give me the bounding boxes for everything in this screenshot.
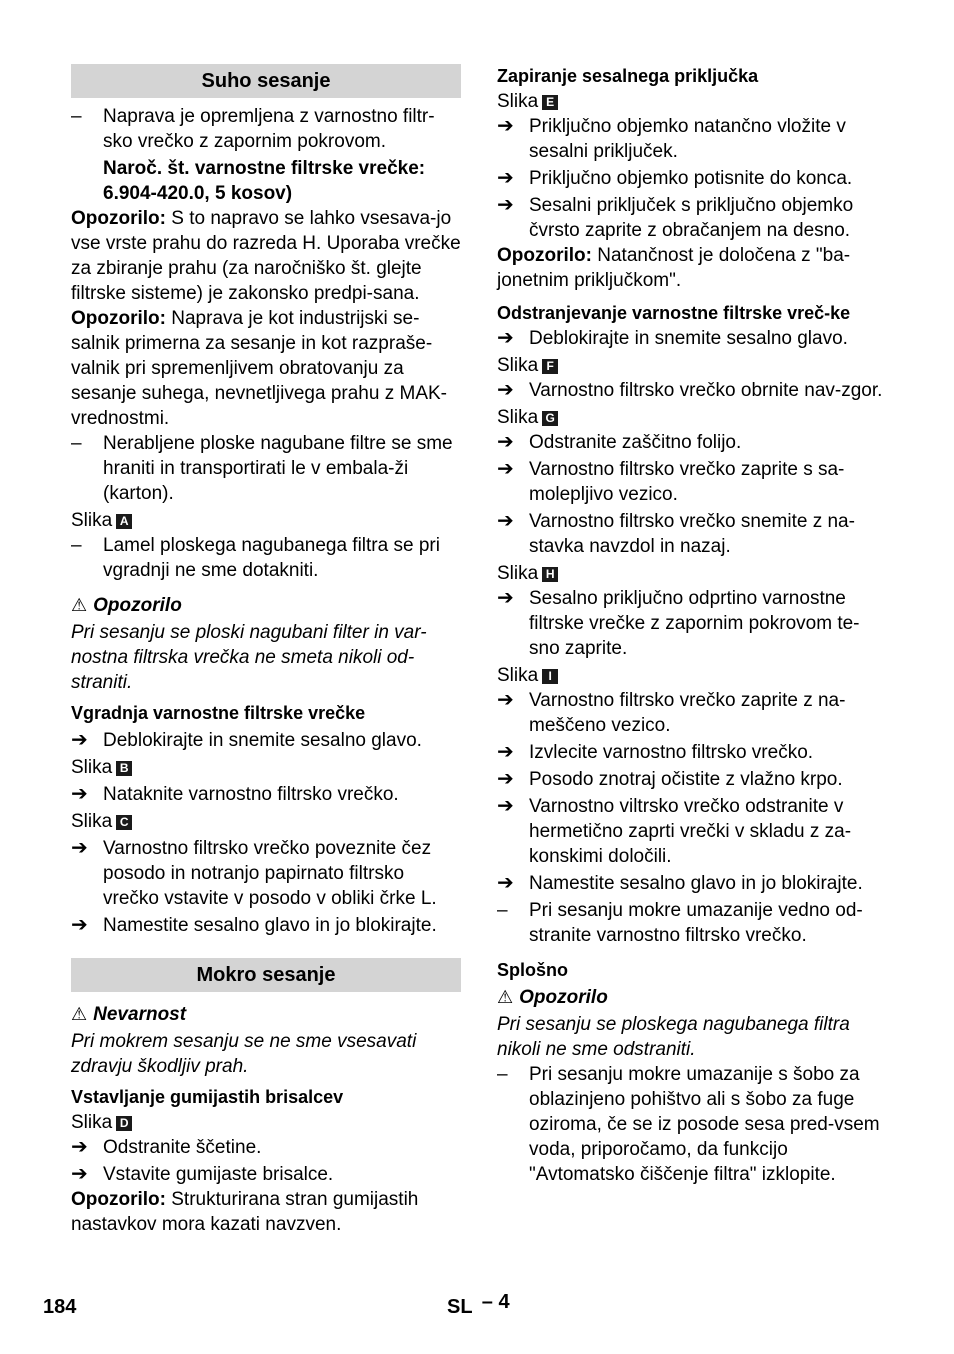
dash-icon: – xyxy=(497,1064,508,1085)
step-item: ➔ Varnostno filtrsko vrečko zaprite z na-meščeno vezico. xyxy=(497,689,846,736)
figure-badge: A xyxy=(116,514,132,529)
step-item: ➔ Priključno objemko potisnite do konca. xyxy=(497,167,853,189)
figure-badge: H xyxy=(542,567,558,582)
figure-reference: Slika H xyxy=(497,561,887,586)
note-paragraph: Opozorilo: S to napravo se lahko vsesava-jo vse vrste prahu do razreda H. Uporaba vrečke za zbiranje prahu (za naročniško št. glejte filtrske sisteme) je zakonsko predpi-sana. xyxy=(71,208,461,304)
danger-text: Pri mokrem sesanju se ne sme vsesavati zdravju škodljiv prah. xyxy=(71,1031,417,1077)
list-item: – Nerabljene ploske nagubane filtre se sme hraniti in transportirati le v embala-ži (karton). xyxy=(71,433,453,504)
figure-reference: Slika C xyxy=(71,809,461,834)
arrow-icon: ➔ xyxy=(497,872,514,894)
list-item: – Pri sesanju mokre umazanije vedno od-stranite varnostno filtrsko vrečko. xyxy=(497,900,863,946)
note-paragraph: Opozorilo: Naprava je kot industrijski se-salnik primerna za sesanje in kot razpraše-valnik pri spremenljivem obratovanju za sesanje suhega, nevnetljivega prahu z MAK-vrednostmi. xyxy=(71,308,448,429)
figure-reference: Slika F xyxy=(497,353,887,378)
warning-icon: ⚠ xyxy=(71,1004,88,1024)
danger-heading: ⚠ Nevarnost xyxy=(71,1004,187,1025)
dash-icon: – xyxy=(71,433,82,454)
subheading-general: Splošno xyxy=(497,960,568,980)
right-column xyxy=(497,64,887,1187)
note-paragraph: Opozorilo: Strukturirana stran gumijastih nastavkov mora kazati navzven. xyxy=(71,1189,419,1235)
arrow-icon: ➔ xyxy=(497,327,514,349)
list-item: – Lamel ploskega nagubanega filtra se pri vgradnji ne sme dotakniti. xyxy=(71,535,440,581)
arrow-icon: ➔ xyxy=(71,1136,88,1158)
step-item: ➔ Odstranite zaščitno folijo. xyxy=(497,431,742,453)
arrow-icon: ➔ xyxy=(497,510,514,532)
figure-badge: B xyxy=(116,761,132,776)
section-page: – 4 xyxy=(481,1291,510,1313)
warning-icon: ⚠ xyxy=(497,987,514,1007)
subheading-remove-filter: Odstranjevanje varnostne filtrske vreč-ke xyxy=(497,303,851,323)
warning-heading: ⚠ Opozorilo xyxy=(497,987,608,1008)
figure-reference: Slika E xyxy=(497,89,887,114)
language-code: SL xyxy=(447,1296,473,1318)
warning-text: Pri sesanju se ploski nagubani filter in var-nostna filtrska vrečka ne smeta nikoli od-straniti. xyxy=(71,622,427,693)
page-footer-label xyxy=(447,1291,510,1319)
dash-icon: – xyxy=(71,535,82,556)
arrow-icon: ➔ xyxy=(497,431,514,453)
step-item: ➔ Varnostno filtrsko vrečko poveznite čez posodo in notranjo papirnato filtrsko vrečko vstavite v posodo v obliki črke L. xyxy=(71,837,437,909)
arrow-icon: ➔ xyxy=(71,783,88,805)
arrow-icon: ➔ xyxy=(71,729,88,751)
step-item: ➔ Namestite sesalno glavo in jo blokirajte. xyxy=(71,914,437,936)
step-item: ➔ Varnostno filtrsko vrečko obrnite nav-zgor. xyxy=(497,379,883,401)
figure-badge: D xyxy=(116,1116,132,1131)
step-item: ➔ Priključno objemko natančno vložite v sesalni priključek. xyxy=(497,115,846,162)
warning-icon: ⚠ xyxy=(71,595,88,615)
order-number: Naroč. št. varnostne filtrske vrečke: 6.904-420.0, 5 kosov) xyxy=(103,158,426,204)
dash-icon: – xyxy=(71,106,82,127)
page-number: 184 xyxy=(43,1296,77,1318)
figure-badge: C xyxy=(116,815,132,830)
arrow-icon: ➔ xyxy=(497,587,514,609)
arrow-icon: ➔ xyxy=(497,741,514,763)
list-item: – Naprava je opremljena z varnostno filtr-sko vrečko z zapornim pokrovom. xyxy=(71,106,435,152)
list-item: – Pri sesanju mokre umazanije s šobo za oblazinjeno pohištvo ali s šobo za fuge oziroma, če se iz posode sesa pred-vsem voda, priporočamo, da funkcijo "Avtomatsko čiščenje filtra" izklopite. xyxy=(497,1064,880,1185)
left-column xyxy=(71,64,461,1237)
arrow-icon: ➔ xyxy=(497,194,514,216)
figure-reference: Slika A xyxy=(71,508,461,533)
note-paragraph: Opozorilo: Natančnost je določena z "ba-jonetnim priključkom". xyxy=(497,245,851,291)
step-item: ➔ Namestite sesalno glavo in jo blokirajte. xyxy=(497,872,863,894)
step-item: ➔ Deblokirajte in snemite sesalno glavo. xyxy=(497,327,848,349)
arrow-icon: ➔ xyxy=(71,837,88,859)
subheading-close-suction: Zapiranje sesalnega priključka xyxy=(497,66,759,86)
step-item: ➔ Vstavite gumijaste brisalce. xyxy=(71,1163,334,1185)
section-header-wet-vacuuming: Mokro sesanje xyxy=(71,958,461,992)
step-item: ➔ Odstranite ščetine. xyxy=(71,1136,262,1158)
arrow-icon: ➔ xyxy=(497,458,514,480)
step-item: ➔ Nataknite varnostno filtrsko vrečko. xyxy=(71,783,399,805)
figure-reference: Slika I xyxy=(497,663,887,688)
warning-heading: ⚠ Opozorilo xyxy=(71,595,182,616)
figure-reference: Slika G xyxy=(497,405,887,430)
subheading-install-filter: Vgradnja varnostne filtrske vrečke xyxy=(71,703,366,723)
arrow-icon: ➔ xyxy=(71,914,88,936)
step-item: ➔ Sesalni priključek s priključno objemko čvrsto zaprite z obračanjem na desno. xyxy=(497,194,854,241)
step-item: ➔ Sesalno priključno odprtino varnostne filtrske vrečke z zapornim pokrovom te-sno zaprite. xyxy=(497,587,860,659)
step-item: ➔ Varnostno filtrsko vrečko snemite z na-stavka navzdol in nazaj. xyxy=(497,510,855,557)
arrow-icon: ➔ xyxy=(497,167,514,189)
figure-reference: Slika B xyxy=(71,755,461,780)
figure-reference: Slika D xyxy=(71,1110,461,1135)
step-item: ➔ Deblokirajte in snemite sesalno glavo. xyxy=(71,729,422,751)
step-item: ➔ Varnostno filtrsko vrečko zaprite s sa-molepljivo vezico. xyxy=(497,458,845,505)
section-header-dry-vacuuming: Suho sesanje xyxy=(71,64,461,98)
arrow-icon: ➔ xyxy=(497,795,514,817)
warning-text: Pri sesanju se ploskega nagubanega filtra nikoli ne sme odstraniti. xyxy=(497,1014,850,1060)
arrow-icon: ➔ xyxy=(71,1163,88,1185)
dash-icon: – xyxy=(497,900,508,921)
arrow-icon: ➔ xyxy=(497,379,514,401)
arrow-icon: ➔ xyxy=(497,768,514,790)
step-item: ➔ Izvlecite varnostno filtrsko vrečko. xyxy=(497,741,814,763)
arrow-icon: ➔ xyxy=(497,115,514,137)
figure-badge: E xyxy=(542,95,558,110)
subheading-rubber-wipers: Vstavljanje gumijastih brisalcev xyxy=(71,1087,344,1107)
figure-badge: F xyxy=(542,359,558,374)
figure-badge: G xyxy=(542,411,558,426)
step-item: ➔ Varnostno viltrsko vrečko odstranite v hermetično zaprti vrečki v skladu z za-konskimi določili. xyxy=(497,795,852,867)
arrow-icon: ➔ xyxy=(497,689,514,711)
step-item: ➔ Posodo znotraj očistite z vlažno krpo. xyxy=(497,768,843,790)
figure-badge: I xyxy=(542,669,558,684)
